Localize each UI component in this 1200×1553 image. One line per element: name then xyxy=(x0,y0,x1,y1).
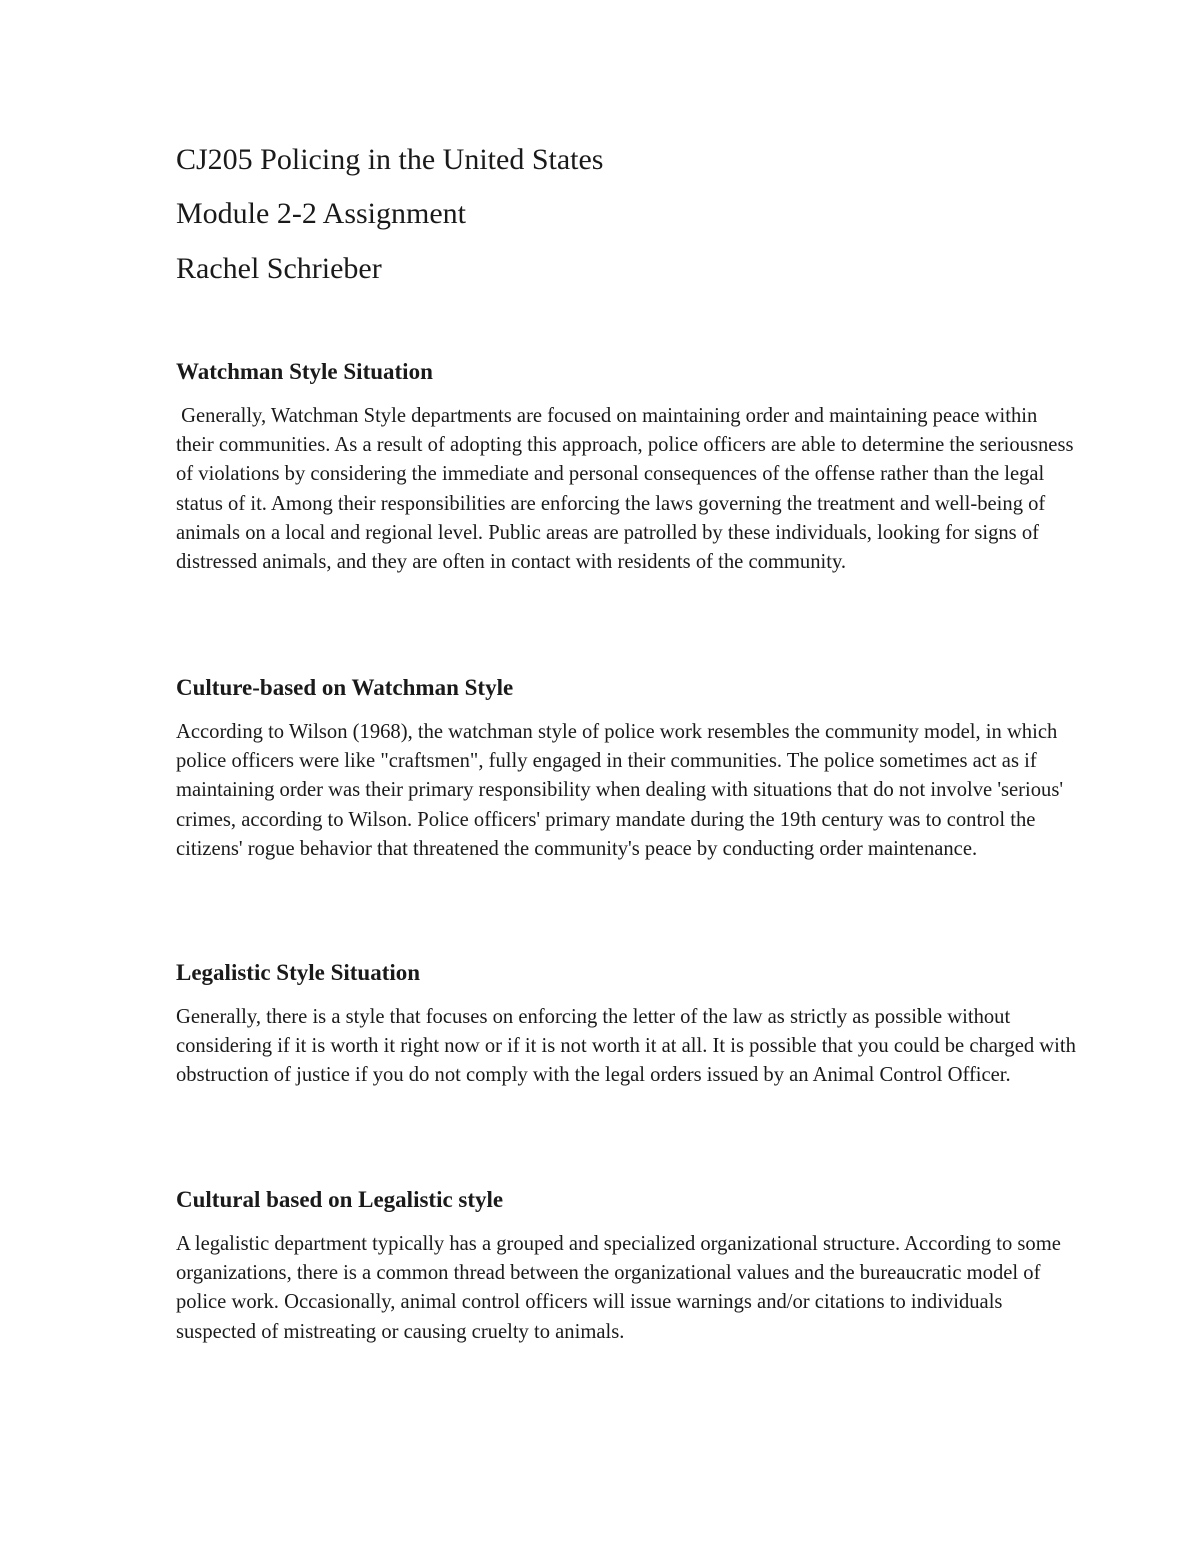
section-heading: Watchman Style Situation xyxy=(176,359,433,384)
section-heading: Culture-based on Watchman Style xyxy=(176,675,514,700)
section-body: Generally, there is a style that focuses on enforcing the letter of the law as strictly as possible without considering if it is worth it right now or if it is not worth it at all. It is possible that you could be charged with obstruction of justice if you do not comply with the legal orders issued by an Animal Control Officer. xyxy=(176,1006,1076,1087)
author-name: Rachel Schrieber xyxy=(176,252,382,285)
assignment-title: Module 2-2 Assignment xyxy=(176,197,466,230)
section-body: According to Wilson (1968), the watchman style of police work resembles the community model, in which police officers were like "craftsmen", fully engaged in their communities. The police sometimes act as if maintaining order was their primary responsibility when dealing with situations that do not involve 'serious' crimes, according to Wilson. Police officers' primary mandate during the 19th century was to control the citizens' rogue behavior that threatened the community's peace by conducting order maintenance. xyxy=(176,721,1064,860)
course-title: CJ205 Policing in the United States xyxy=(176,143,604,176)
section-body: A legalistic department typically has a grouped and specialized organizational structure. According to some organizations, there is a common thread between the organizational values and the bureaucratic model of police work. Occasionally, animal control officers will issue warnings and/or citations to individuals suspected of mistreating or causing cruelty to animals. xyxy=(176,1233,1061,1343)
section-legalistic-culture xyxy=(176,1186,1076,1347)
section-heading: Cultural based on Legalistic style xyxy=(176,1187,504,1212)
section-legalistic-situation xyxy=(176,959,1076,1091)
section-watchman-situation xyxy=(176,358,1079,577)
section-heading: Legalistic Style Situation xyxy=(176,960,421,985)
section-body: Generally, Watchman Style departments are focused on maintaining order and maintaining peace within their communities. As a result of adopting this approach, police officers are able to determine the seriousness of violations by considering the immediate and personal consequences of the offense rather than the legal status of it. Among their responsibilities are enforcing the laws governing the treatment and well-being of animals on a local and regional level. Public areas are patrolled by these individuals, looking for signs of distressed animals, and they are often in contact with residents of the community. xyxy=(176,405,1079,574)
section-watchman-culture xyxy=(176,674,1076,864)
